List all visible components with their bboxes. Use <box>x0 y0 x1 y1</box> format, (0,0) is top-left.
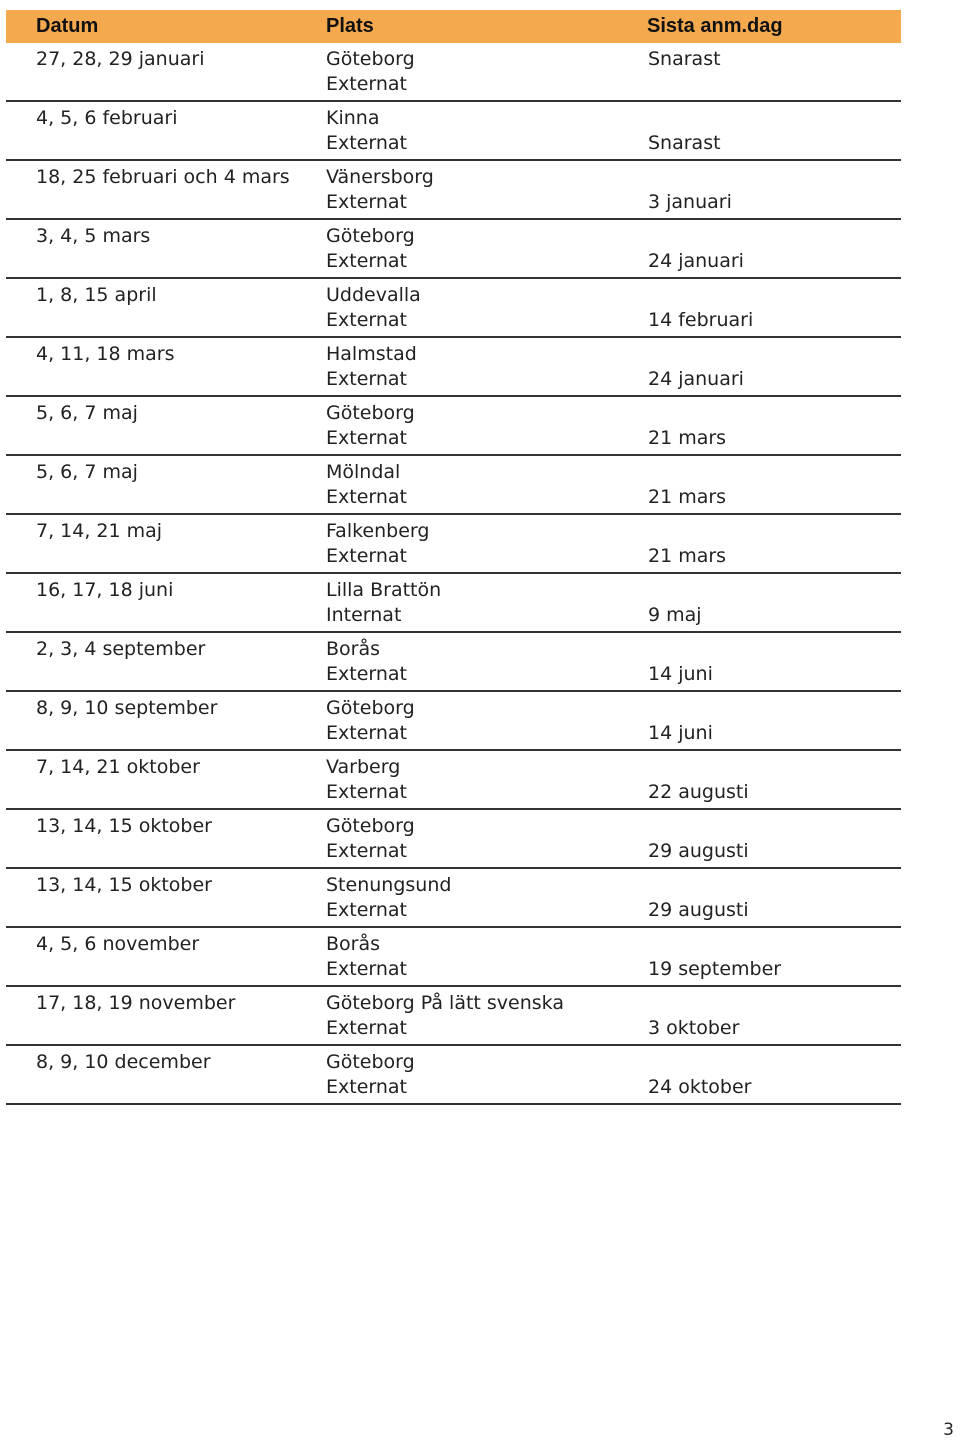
table-row <box>6 279 901 338</box>
row-deadline: 21 mars <box>648 486 727 508</box>
row-place: Borås <box>326 933 381 955</box>
row-type: Externat <box>326 722 408 744</box>
table-header <box>6 10 901 43</box>
table-row <box>6 987 901 1046</box>
row-date: 18, 25 februari och 4 mars <box>36 166 290 188</box>
row-date: 5, 6, 7 maj <box>36 402 138 424</box>
row-type: Externat <box>326 1017 408 1039</box>
row-date: 2, 3, 4 september <box>36 638 206 660</box>
row-deadline: 24 oktober <box>648 1076 752 1098</box>
row-deadline: Snarast <box>648 132 721 154</box>
row-deadline: 19 september <box>648 958 782 980</box>
row-date: 13, 14, 15 oktober <box>36 815 212 837</box>
row-deadline: 14 juni <box>648 663 713 685</box>
row-deadline: 9 maj <box>648 604 702 626</box>
row-date: 13, 14, 15 oktober <box>36 874 212 896</box>
row-date: 4, 11, 18 mars <box>36 343 175 365</box>
row-type: Externat <box>326 191 408 213</box>
table-row <box>6 397 901 456</box>
table-row <box>6 810 901 869</box>
row-place: Göteborg <box>326 697 415 719</box>
table-row <box>6 1046 901 1105</box>
table-row <box>6 43 901 102</box>
row-place: Lilla Brattön <box>326 579 442 601</box>
row-place: Mölndal <box>326 461 401 483</box>
table-row <box>6 338 901 397</box>
header-date: Datum <box>36 15 99 37</box>
table-row <box>6 574 901 633</box>
row-date: 7, 14, 21 oktober <box>36 756 200 778</box>
row-date: 3, 4, 5 mars <box>36 225 151 247</box>
row-deadline: 29 augusti <box>648 840 749 862</box>
row-type: Externat <box>326 840 408 862</box>
row-place: Uddevalla <box>326 284 421 306</box>
row-type: Externat <box>326 486 408 508</box>
row-date: 16, 17, 18 juni <box>36 579 174 601</box>
row-date: 8, 9, 10 december <box>36 1051 211 1073</box>
row-place: Göteborg <box>326 48 415 70</box>
row-type: Externat <box>326 1076 408 1098</box>
row-place: Göteborg <box>326 225 415 247</box>
row-place: Halmstad <box>326 343 417 365</box>
row-type: Externat <box>326 250 408 272</box>
row-place: Falkenberg <box>326 520 430 542</box>
table-row <box>6 456 901 515</box>
row-place: Kinna <box>326 107 380 129</box>
table-row <box>6 515 901 574</box>
table-row <box>6 161 901 220</box>
row-date: 4, 5, 6 november <box>36 933 200 955</box>
row-deadline: 22 augusti <box>648 781 749 803</box>
row-deadline: Snarast <box>648 48 721 70</box>
course-schedule-table <box>6 10 901 1105</box>
table-row <box>6 869 901 928</box>
row-deadline: 29 augusti <box>648 899 749 921</box>
row-place: Varberg <box>326 756 401 778</box>
row-deadline: 14 juni <box>648 722 713 744</box>
table-row <box>6 928 901 987</box>
row-deadline: 3 oktober <box>648 1017 740 1039</box>
row-date: 17, 18, 19 november <box>36 992 236 1014</box>
table-row <box>6 692 901 751</box>
row-deadline: 21 mars <box>648 545 727 567</box>
row-deadline: 3 januari <box>648 191 732 213</box>
row-deadline: 24 januari <box>648 250 744 272</box>
row-place: Stenungsund <box>326 874 452 896</box>
table-row <box>6 220 901 279</box>
row-type: Externat <box>326 309 408 331</box>
page-number: 3 <box>943 1420 954 1440</box>
table-row <box>6 633 901 692</box>
row-place: Vänersborg <box>326 166 434 188</box>
row-type: Externat <box>326 781 408 803</box>
row-type: Externat <box>326 368 408 390</box>
row-type: Externat <box>326 958 408 980</box>
row-type: Externat <box>326 663 408 685</box>
row-type: Externat <box>326 899 408 921</box>
row-type: Externat <box>326 132 408 154</box>
row-place: Göteborg <box>326 815 415 837</box>
row-place: Göteborg På lätt svenska <box>326 992 564 1014</box>
row-deadline: 14 februari <box>648 309 754 331</box>
row-date: 4, 5, 6 februari <box>36 107 178 129</box>
row-date: 8, 9, 10 september <box>36 697 218 719</box>
row-type: Internat <box>326 604 402 626</box>
row-date: 7, 14, 21 maj <box>36 520 163 542</box>
table-row <box>6 751 901 810</box>
row-date: 27, 28, 29 januari <box>36 48 205 70</box>
row-type: Externat <box>326 73 408 95</box>
row-date: 1, 8, 15 april <box>36 284 157 306</box>
row-deadline: 21 mars <box>648 427 727 449</box>
table-row <box>6 102 901 161</box>
row-place: Göteborg <box>326 1051 415 1073</box>
row-type: Externat <box>326 545 408 567</box>
row-place: Borås <box>326 638 381 660</box>
header-place: Plats <box>326 15 374 37</box>
row-date: 5, 6, 7 maj <box>36 461 138 483</box>
row-type: Externat <box>326 427 408 449</box>
row-deadline: 24 januari <box>648 368 744 390</box>
row-place: Göteborg <box>326 402 415 424</box>
header-deadline: Sista anm.dag <box>647 15 783 37</box>
